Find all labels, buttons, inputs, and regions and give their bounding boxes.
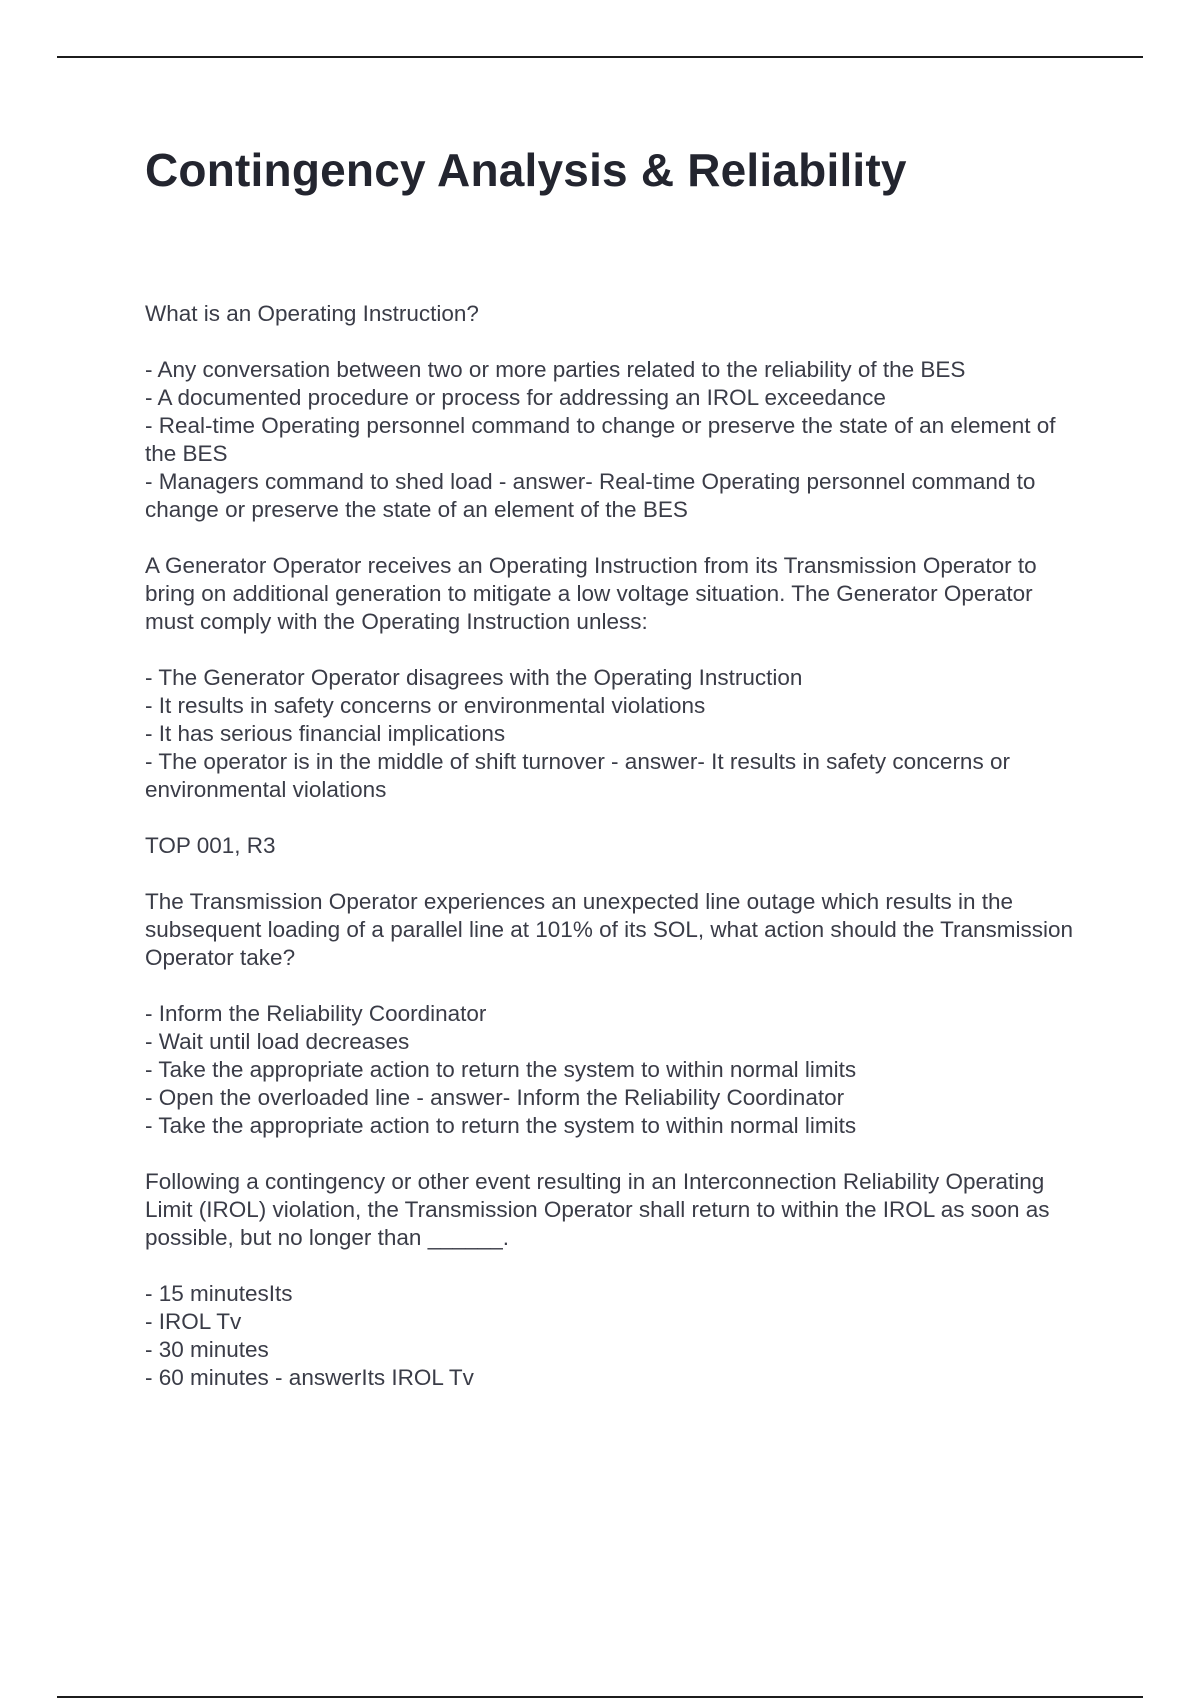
option-line: - Take the appropriate action to return the system to within normal limits [145, 1057, 857, 1082]
top-divider [57, 56, 1143, 58]
question-section-4 [145, 888, 1085, 1168]
option-line: - Inform the Reliability Coordinator [145, 1001, 487, 1026]
answer-options [145, 1000, 1085, 1140]
option-line: - A documented procedure or process for addressing an IROL exceedance [145, 385, 886, 410]
option-line: - Any conversation between two or more parties related to the reliability of the BES [145, 357, 966, 382]
question-text [145, 300, 1085, 328]
document-body [145, 140, 1085, 1392]
question-text [145, 552, 1085, 636]
question-text [145, 832, 1085, 860]
option-line: - 30 minutes [145, 1337, 269, 1362]
option-line: - The operator is in the middle of shift turnover - answer- It results in safety concerns or environmental violations [145, 749, 1017, 802]
question-section-1 [145, 300, 1085, 552]
option-line: - The Generator Operator disagrees with the Operating Instruction [145, 665, 803, 690]
option-line: - Open the overloaded line - answer- Inform the Reliability Coordinator [145, 1085, 845, 1110]
option-line: - Managers command to shed load - answer- Real-time Operating personnel command to change or preserve the state of an element of the BES [145, 469, 1042, 522]
question-section-5 [145, 1168, 1085, 1392]
bottom-divider [57, 1696, 1143, 1698]
answer-options [145, 1280, 1085, 1392]
question-section-2 [145, 552, 1085, 832]
question-line: What is an Operating Instruction? [145, 301, 479, 326]
question-text [145, 888, 1085, 972]
question-line: The Transmission Operator experiences an unexpected line outage which results in the subsequent loading of a parallel line at 101% of its SOL, what action should the Transmission Operator take? [145, 889, 1080, 970]
option-line: - Real-time Operating personnel command to change or preserve the state of an element of the BES [145, 413, 1062, 466]
question-line: Following a contingency or other event resulting in an Interconnection Reliability Operating Limit (IROL) violation, the Transmission Operator shall return to within the IROL as soon as possible, but no longer than ______. [145, 1169, 1056, 1250]
question-line: TOP 001, R3 [145, 833, 276, 858]
question-text [145, 1168, 1085, 1252]
document-title: Contingency Analysis & Reliability [145, 144, 907, 196]
option-line: - 60 minutes - answerIts IROL Tv [145, 1365, 474, 1390]
option-line: - IROL Tv [145, 1309, 242, 1334]
option-line: - It results in safety concerns or environmental violations [145, 693, 706, 718]
option-line: - 15 minutesIts [145, 1281, 293, 1306]
option-line: - Wait until load decreases [145, 1029, 410, 1054]
answer-options [145, 356, 1085, 524]
option-line: - Take the appropriate action to return the system to within normal limits [145, 1113, 857, 1138]
answer-options [145, 664, 1085, 804]
option-line: - It has serious financial implications [145, 721, 506, 746]
question-section-3 [145, 832, 1085, 888]
title-spacer [145, 200, 1085, 300]
question-line: A Generator Operator receives an Operating Instruction from its Transmission Operator to bring on additional generation to mitigate a low voltage situation. The Generator Operator must comply with the Operating Instruction unless: [145, 553, 1043, 634]
